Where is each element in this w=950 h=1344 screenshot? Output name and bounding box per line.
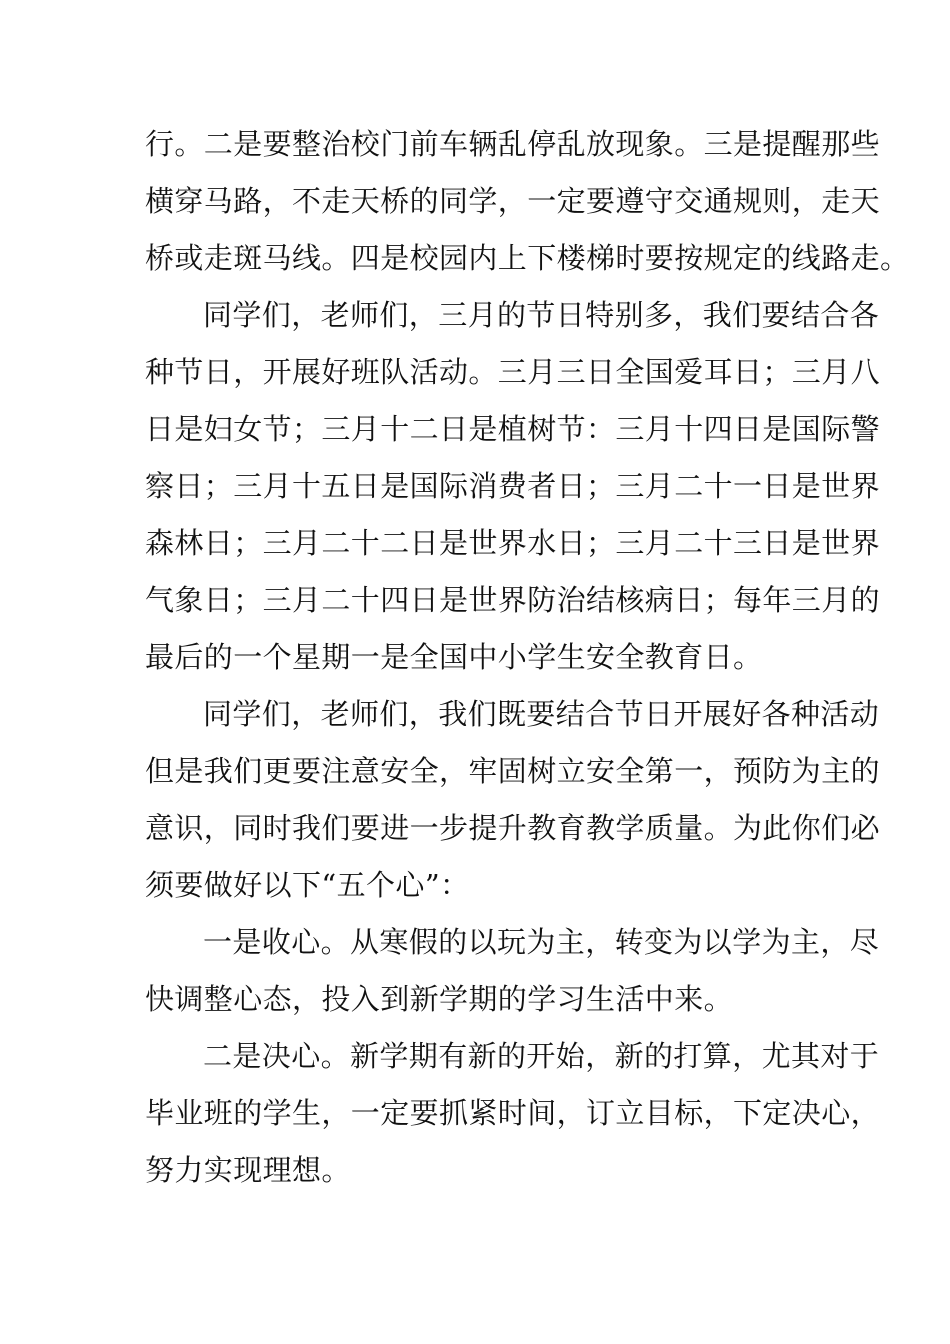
paragraph-first-line: 同学们，老师们，我们既要结合节日开展好各种活动 bbox=[203, 697, 880, 731]
text-line: 毕业班的学生，一定要抓紧时间，订立目标，下定决心， bbox=[145, 1096, 881, 1130]
text-line: 察日；三月十五日是国际消费者日；三月二十一日是世界 bbox=[145, 469, 881, 503]
paragraph-first-line: 二是决心。新学期有新的开始，新的打算，尤其对于 bbox=[203, 1039, 880, 1073]
text-line: 横穿马路，不走天桥的同学，一定要遵守交通规则，走天 bbox=[145, 184, 881, 218]
text-line: 但是我们更要注意安全，牢固树立安全第一，预防为主的 bbox=[145, 754, 881, 788]
text-line: 桥或走斑马线。四是校园内上下楼梯时要按规定的线路走。 bbox=[145, 241, 910, 275]
paragraph-first-line: 一是收心。从寒假的以玩为主，转变为以学为主，尽 bbox=[203, 925, 880, 959]
text-line: 意识，同时我们要进一步提升教育教学质量。为此你们必 bbox=[145, 811, 881, 845]
paragraph-first-line: 同学们，老师们，三月的节日特别多，我们要结合各 bbox=[203, 298, 880, 332]
text-line: 快调整心态，投入到新学期的学习生活中来。 bbox=[145, 982, 734, 1016]
text-line: 种节日，开展好班队活动。三月三日全国爱耳日；三月八 bbox=[145, 355, 881, 389]
text-line: 森林日；三月二十二日是世界水日；三月二十三日是世界 bbox=[145, 526, 881, 560]
text-line: 努力实现理想。 bbox=[145, 1153, 351, 1187]
text-line: 须要做好以下“五个心”： bbox=[145, 868, 470, 902]
text-line: 最后的一个星期一是全国中小学生安全教育日。 bbox=[145, 640, 763, 674]
text-line: 气象日；三月二十四日是世界防治结核病日；每年三月的 bbox=[145, 583, 881, 617]
text-line: 行。二是要整治校门前车辆乱停乱放现象。三是提醒那些 bbox=[145, 127, 881, 161]
text-line: 日是妇女节；三月十二日是植树节：三月十四日是国际警 bbox=[145, 412, 881, 446]
